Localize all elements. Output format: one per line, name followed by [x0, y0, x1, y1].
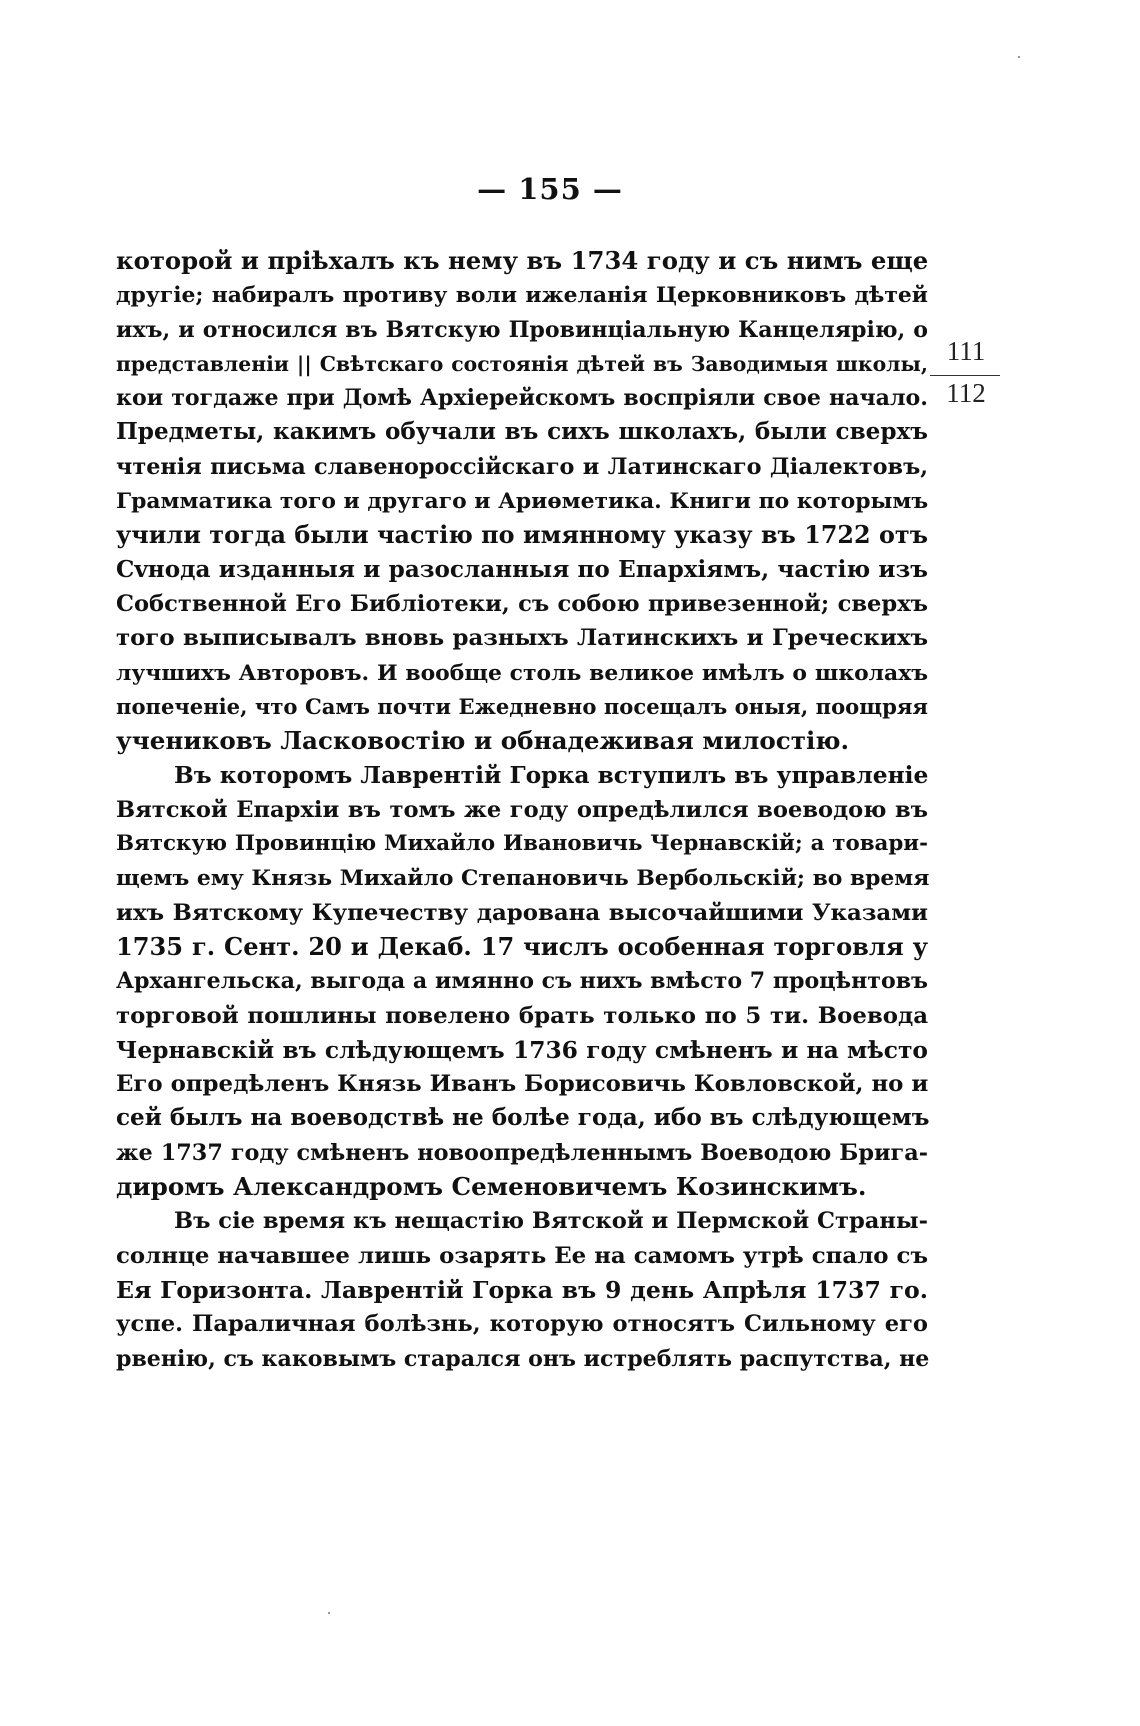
margin-note-bottom: 112: [946, 378, 986, 408]
text-line: ихъ, и относился въ Вятскую Провинціальную Канцелярію, о: [116, 316, 928, 343]
text-line: Въ которомъ Лаврентій Горка вступилъ въ управленіе: [174, 761, 929, 790]
text-line: Въ сіе время къ нещастію Вятской и Пермской Страны-: [174, 1208, 928, 1235]
text-line: успе. Параличная болѣзнь, которую относятъ Сильному его: [116, 1311, 928, 1338]
text-line: Вятскую Провинцію Михайло Ивановичь Чернавскій; а товари-: [116, 831, 928, 857]
text-line: Грамматика того и другаго и Ариѳметика. Книги по которымъ: [116, 488, 929, 515]
text-line: ихъ Вятскому Купечеству дарована высочайшими Указами: [116, 899, 928, 926]
text-line: Архангельска, выгода а имянно съ нихъ вмѣсто 7 процѣнтовъ: [116, 968, 928, 995]
page-number: — 155 —: [477, 172, 623, 206]
text-line: попеченіе, что Самъ почти Ежедневно посещалъ оныя, поощряя: [116, 693, 928, 719]
text-line: другіе; набиралъ противу воли ижеланія Церковниковъ дѣтей: [116, 282, 928, 309]
text-line: торговой пошлины повелено брать только по 5 ти. Воевода: [116, 1002, 928, 1029]
text-line: кои тогдаже при Домѣ Архіерейскомъ воспріяли свое начало.: [116, 385, 928, 412]
margin-rule: [930, 375, 1000, 376]
scan-speck: [1018, 56, 1020, 58]
text-line: же 1737 году смѣненъ новоопредѣленнымъ Воеводою Брига-: [116, 1139, 928, 1166]
scan-speck: [328, 1612, 330, 1614]
text-line: чтенія письма славенороссійскаго и Латинскаго Діалектовъ,: [116, 453, 928, 480]
text-line: 1735 г. Сент. 20 и Декаб. 17 числъ особенная торговля у: [116, 931, 928, 961]
text-line: сей былъ на воеводствѣ не болѣе года, ибо въ слѣдующемъ: [116, 1104, 930, 1132]
text-line: учили тогда были частію по имянному указу въ 1722 отъ: [116, 521, 928, 550]
text-line: диромъ Александромъ Семеновичемъ Козинскимъ.: [116, 1172, 867, 1202]
text-line: Вятской Епархіи въ томъ же году опредѣлился воеводою въ: [116, 796, 928, 823]
text-line: Собственной Его Библіотеки, съ собою привезенной; сверхъ: [116, 590, 928, 617]
text-line: учениковъ Ласковостію и обнадеживая милостію.: [116, 726, 850, 756]
text-line: рвенію, съ каковымъ старался онъ истреблять распутства, не: [116, 1345, 930, 1372]
text-line: лучшихъ Авторовъ. И вообще столь великое имѣлъ о школахъ: [116, 659, 928, 686]
text-line: Предметы, какимъ обучали въ сихъ школахъ, были сверхъ: [116, 418, 928, 446]
text-line: Ея Горизонта. Лаврентій Горка въ 9 день Апрѣля 1737 го.: [116, 1275, 928, 1304]
text-line: которой и пріѣхалъ къ нему въ 1734 году и съ нимъ еще: [116, 246, 929, 275]
text-line: Его опредѣленъ Князь Иванъ Борисовичь Ковловской, но и: [116, 1071, 929, 1098]
text-line: щемъ ему Князь Михайло Степановичь Вербольскій; во время: [116, 865, 930, 892]
margin-note-top: 111: [946, 336, 986, 366]
text-line: того выписывалъ вновь разныхъ Латинскихъ и Греческихъ: [116, 625, 928, 652]
text-line: Чернавскій въ слѣдующемъ 1736 году смѣненъ и на мѣсто: [116, 1035, 928, 1064]
text-line: Сvнода изданныя и разосланныя по Епархіямъ, частію изъ: [116, 555, 928, 583]
text-line: солнце начавшее лишь озарять Ее на самомъ утрѣ спало съ: [116, 1242, 928, 1269]
text-line: представленіи || Свѣтскаго состоянія дѣтей въ Заводимыя школы,: [116, 351, 928, 376]
body-text: [116, 244, 928, 1376]
